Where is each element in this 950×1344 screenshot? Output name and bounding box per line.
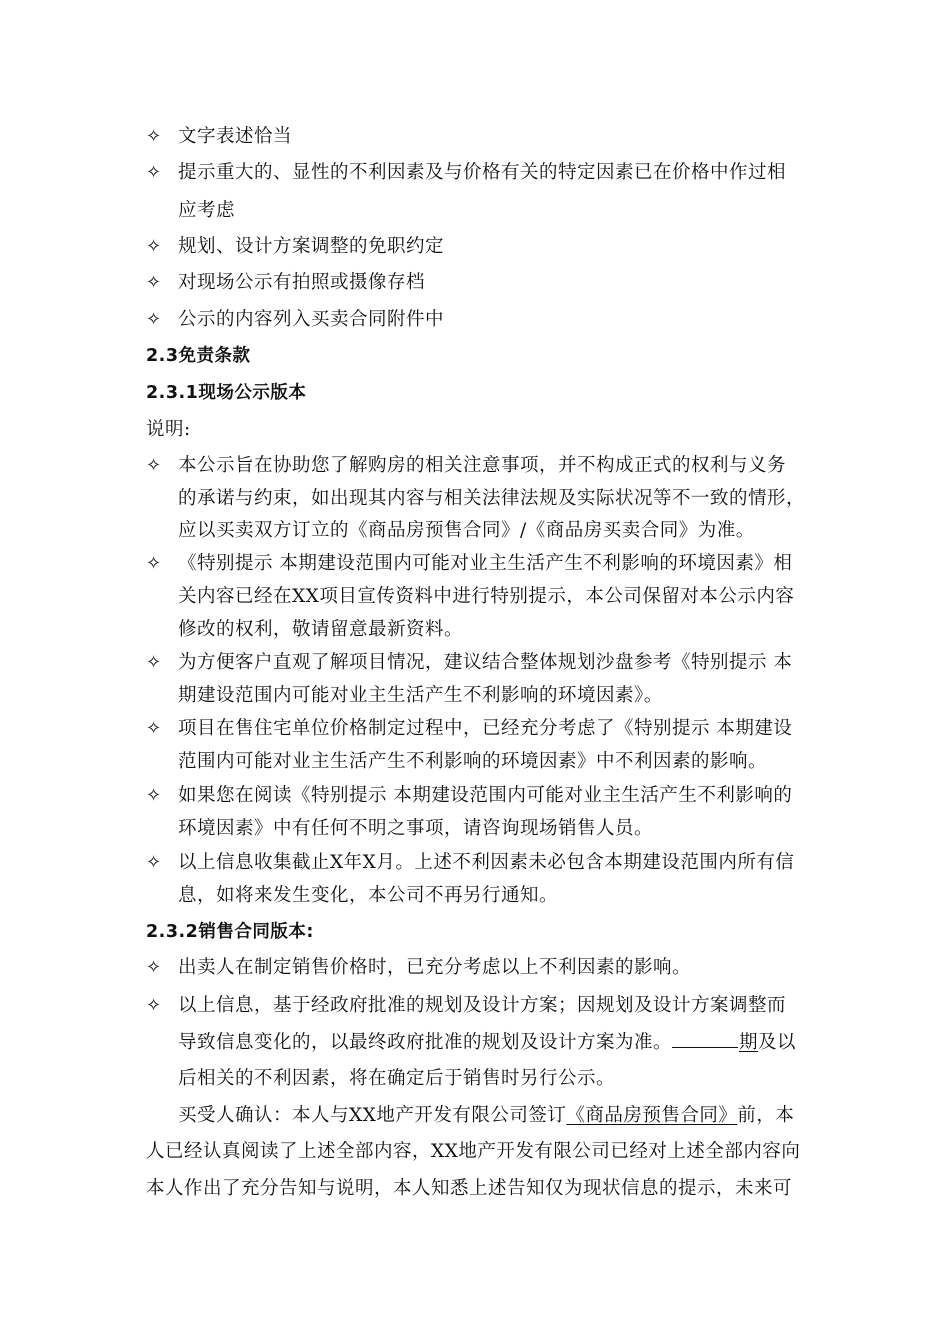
bullet-diamond-icon: ✧ — [146, 957, 162, 978]
list2-item-6-line-2: 息，如将来发生变化，本公司不再另行通知。 — [178, 885, 559, 906]
list2-item-5-line-2: 环境因素》中有任何不明之事项，请咨询现场销售人员。 — [178, 818, 654, 839]
list2-item-5-line-1: 如果您在阅读《特别提示 本期建设范围内可能对业主生活产生不利影响的 — [178, 785, 793, 806]
bullet-diamond-icon: ✧ — [146, 995, 162, 1016]
bullet-diamond-icon: ✧ — [146, 162, 162, 183]
list3-item-2-line-2 — [178, 1029, 796, 1056]
list1-item-3: 规划、设计方案调整的免职约定 — [178, 236, 445, 257]
list1-item-1: 文字表述恰当 — [178, 126, 293, 147]
list2-item-2-line-3: 修改的权利，敬请留意最新资料。 — [178, 619, 464, 640]
bullet-diamond-icon: ✧ — [146, 272, 162, 293]
list2-item-1-line-1: 本公示旨在协助您了解购房的相关注意事项，并不构成正式的权利与义务 — [178, 455, 787, 476]
closing-line-1 — [178, 1103, 794, 1129]
list3-item-2-line-1: 以上信息，基于经政府批准的规划及设计方案；因规划及设计方案调整而 — [178, 995, 787, 1016]
list1-item-4: 对现场公示有拍照或摄像存档 — [178, 272, 426, 293]
list2-item-2-line-1: 《特别提示 本期建设范围内可能对业主生活产生不利影响的环境因素》相 — [178, 553, 793, 574]
bullet-diamond-icon: ✧ — [146, 126, 162, 147]
blank-suffix: 期 — [739, 1032, 759, 1053]
section-heading-2-3-2: 2.3.2销售合同版本: — [146, 922, 314, 942]
list3-item-2-line-2-tail: 及以 — [758, 1032, 797, 1053]
bullet-diamond-icon: ✧ — [146, 309, 162, 330]
section-heading-2-3: 2.3免责条款 — [146, 346, 251, 366]
bullet-diamond-icon: ✧ — [146, 652, 162, 673]
bullet-diamond-icon: ✧ — [146, 718, 162, 739]
closing-line-1-text: 买受人确认：本人与XX地产开发有限公司签订 — [178, 1105, 567, 1126]
list1-item-2-line-2: 应考虑 — [178, 200, 236, 221]
bullet-diamond-icon: ✧ — [146, 455, 162, 476]
closing-line-2: 人已经认真阅读了上述全部内容，XX地产开发有限公司已经对上述全部内容向 — [146, 1141, 801, 1162]
section-heading-2-3-1: 2.3.1现场公示版本 — [146, 383, 307, 403]
note-label: 说明: — [146, 419, 191, 440]
bullet-diamond-icon: ✧ — [146, 236, 162, 257]
bullet-diamond-icon: ✧ — [146, 785, 162, 806]
list2-item-4-line-1: 项目在售住宅单位价格制定过程中，已经充分考虑了《特别提示 本期建设 — [178, 718, 793, 739]
contract-name: 《商品房预售合同》 — [566, 1105, 738, 1126]
list3-item-2-line-2-text: 导致信息变化的，以最终政府批准的规划及设计方案为准。 — [178, 1032, 673, 1053]
bullet-diamond-icon: ✧ — [146, 852, 162, 873]
list2-item-2-line-2: 关内容已经在XX项目宣传资料中进行特别提示，本公司保留对本公示内容 — [178, 586, 795, 607]
list2-item-1-line-2: 的承诺与约束，如出现其内容与相关法律法规及实际状况等不一致的情形， — [178, 488, 806, 509]
list1-item-5: 公示的内容列入买卖合同附件中 — [178, 309, 445, 330]
fill-in-blank-line — [672, 1029, 738, 1048]
list2-item-4-line-2: 范围内可能对业主生活产生不利影响的环境因素》中不利因素的影响。 — [178, 751, 768, 772]
list2-item-3-line-1: 为方便客户直观了解项目情况，建议结合整体规划沙盘参考《特别提示 本 — [178, 652, 793, 673]
list2-item-3-line-2: 期建设范围内可能对业主生活产生不利影响的环境因素》。 — [178, 685, 663, 706]
closing-line-3: 本人作出了充分告知与说明，本人知悉上述告知仅为现状信息的提示，未来可 — [146, 1178, 793, 1199]
list3-item-1: 出卖人在制定销售价格时，已充分考虑以上不利因素的影响。 — [178, 957, 692, 978]
list1-item-2-line-1: 提示重大的、显性的不利因素及与价格有关的特定因素已在价格中作过相 — [178, 162, 787, 183]
list2-item-6-line-1: 以上信息收集截止X年X月。上述不利因素未必包含本期建设范围内所有信 — [178, 852, 795, 873]
list2-item-1-line-3: 应以买卖双方订立的《商品房预售合同》/《商品房买卖合同》为准。 — [178, 520, 755, 541]
closing-line-1-tail: 前，本 — [737, 1105, 795, 1126]
bullet-diamond-icon: ✧ — [146, 553, 162, 574]
list3-item-2-line-3: 后相关的不利因素，将在确定后于销售时另行公示。 — [178, 1068, 616, 1089]
